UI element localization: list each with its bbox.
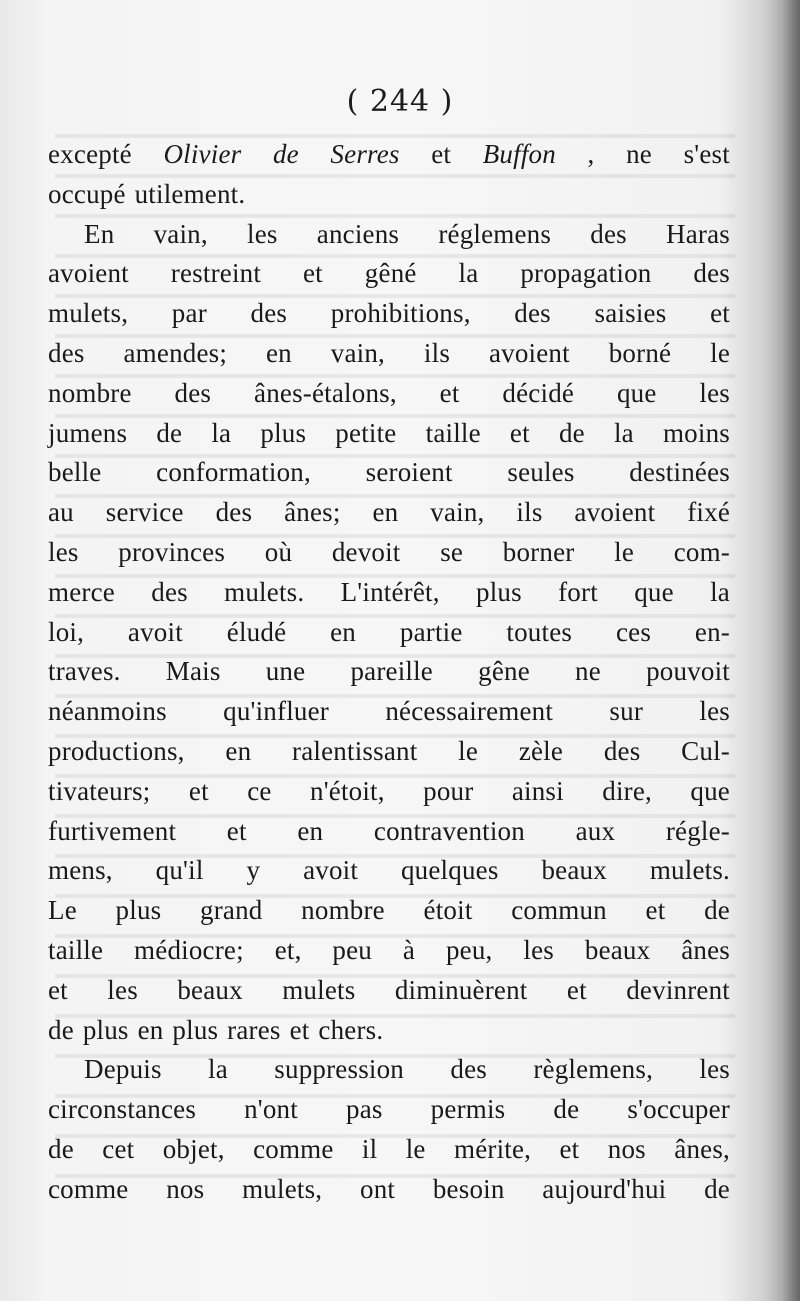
text-run: et xyxy=(399,139,483,169)
text-line xyxy=(48,851,730,891)
text-line xyxy=(48,891,730,931)
text-line xyxy=(48,135,730,175)
text-run: furtivement et en contravention aux régle- xyxy=(48,815,730,846)
text-run: En vain, les anciens réglemens des Haras xyxy=(84,218,730,249)
text-line xyxy=(48,533,730,573)
text-run: taille médiocre; et, peu à peu, les beaux ânes xyxy=(48,934,730,965)
text-line xyxy=(48,971,730,1011)
text-run: nombre des ânes-étalons, et décidé que les xyxy=(48,377,730,408)
page-edge-shadow xyxy=(762,0,800,1301)
text-run: mulets, par des prohibitions, des saisies et xyxy=(48,298,730,329)
text-run: traves. Mais une pareille gêne ne pouvoit xyxy=(48,656,730,687)
text-run: occupé utilement. xyxy=(48,178,246,209)
text-run: de plus en plus rares et chers. xyxy=(48,1014,384,1045)
text-line xyxy=(48,931,730,971)
text-run: tivateurs; et ce n'étoit, pour ainsi dire, que xyxy=(48,775,730,806)
text-line xyxy=(48,334,730,374)
text-run: néanmoins qu'influer nécessairement sur les xyxy=(48,696,730,727)
text-run: de cet objet, comme il le mérite, et nos ânes, xyxy=(48,1133,730,1164)
text-run: , ne s'est xyxy=(555,139,730,169)
text-line xyxy=(48,175,730,215)
text-line xyxy=(48,812,730,852)
italic-name: Olivier de Serres xyxy=(163,139,400,169)
text-line xyxy=(48,772,730,812)
text-line xyxy=(48,1170,730,1210)
text-run: circonstances n'ont pas permis de s'occuper xyxy=(48,1094,730,1125)
text-run: Depuis la suppression des règlemens, les xyxy=(84,1054,730,1085)
text-line xyxy=(48,1130,730,1170)
text-run: mens, qu'il y avoit quelques beaux mulets. xyxy=(48,855,730,886)
body-text xyxy=(48,135,730,1210)
text-line xyxy=(48,254,730,294)
text-line xyxy=(48,732,730,772)
text-line xyxy=(48,1011,730,1051)
text-line xyxy=(48,613,730,653)
text-run: productions, en ralentissant le zèle des Cul- xyxy=(48,735,730,766)
text-run: jumens de la plus petite taille et de la moins xyxy=(48,417,730,448)
text-run: des amendes; en vain, ils avoient borné le xyxy=(48,337,730,368)
text-run: les provinces où devoit se borner le com- xyxy=(48,536,730,567)
italic-name: Buffon xyxy=(482,139,556,169)
text-run: excepté xyxy=(48,139,164,169)
text-line xyxy=(48,453,730,493)
text-run: loi, avoit éludé en partie toutes ces en- xyxy=(48,616,730,647)
text-line xyxy=(48,215,730,255)
text-line xyxy=(48,493,730,533)
text-run: avoient restreint et gêné la propagation des xyxy=(48,258,730,289)
text-run: belle conformation, seroient seules destinées xyxy=(48,457,730,488)
page-number: ( 244 ) xyxy=(346,84,454,119)
text-run: Le plus grand nombre étoit commun et de xyxy=(48,895,730,926)
text-run: au service des ânes; en vain, ils avoient fixé xyxy=(48,497,730,528)
text-run: comme nos mulets, ont besoin aujourd'hui de xyxy=(48,1173,730,1204)
text-line xyxy=(48,573,730,613)
text-line xyxy=(48,374,730,414)
text-line xyxy=(48,294,730,334)
text-line xyxy=(48,652,730,692)
text-line xyxy=(48,1050,730,1090)
text-line xyxy=(48,1090,730,1130)
text-line xyxy=(48,414,730,454)
text-line xyxy=(48,692,730,732)
text-run: et les beaux mulets diminuèrent et devinrent xyxy=(48,974,730,1005)
text-run: merce des mulets. L'intérêt, plus fort que la xyxy=(48,576,730,607)
